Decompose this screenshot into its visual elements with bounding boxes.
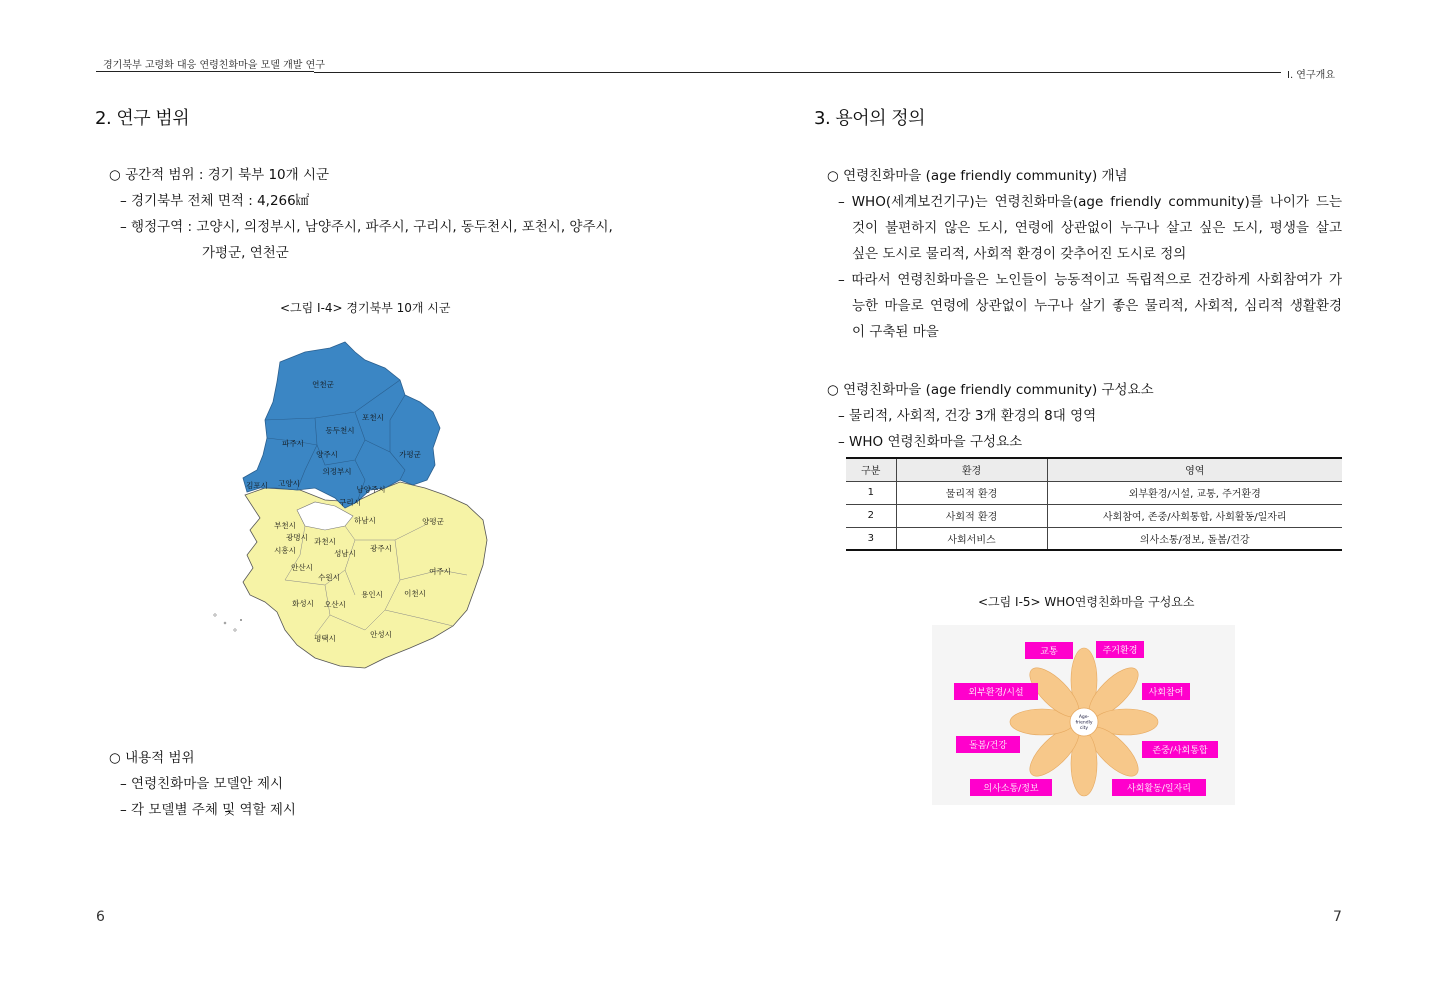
map-label-yangpyeong: 양평군 xyxy=(422,517,444,526)
map-label-ansan: 안산시 xyxy=(291,563,313,572)
table-cell: 2 xyxy=(846,504,896,527)
components-item-1: – 물리적, 사회적, 건강 3개 환경의 8대 영역 xyxy=(838,408,1097,424)
map-label-hwaseong: 화성시 xyxy=(292,599,314,608)
map-northern-region xyxy=(243,342,440,508)
running-header-chapter: Ⅰ. 연구개요 xyxy=(1287,70,1335,81)
map-label-hanam: 하남시 xyxy=(354,516,376,525)
page-number-right: 7 xyxy=(1333,909,1342,925)
center-text-3: city xyxy=(1079,726,1089,731)
components-item-2: – WHO 연령친화마을 구성요소 xyxy=(838,434,1023,450)
table-cell: 외부환경/시설, 교통, 주거환경 xyxy=(1047,481,1342,504)
map-label-namyangju: 남양주시 xyxy=(356,485,386,494)
table-cell: 사회서비스 xyxy=(896,527,1047,550)
map-label-yongin: 용인시 xyxy=(361,590,383,599)
concept-para2-line3: 이 구축된 마을 xyxy=(852,324,939,340)
section-title-definitions: 3. 용어의 정의 xyxy=(814,108,926,129)
table-header-cell: 환경 xyxy=(896,458,1047,481)
map-label-yangju: 양주시 xyxy=(316,450,338,459)
table-row xyxy=(846,527,1342,550)
table-cell: 물리적 환경 xyxy=(896,481,1047,504)
table-cell: 3 xyxy=(846,527,896,550)
table-cell: 사회참여, 존중/사회통합, 사회활동/일자리 xyxy=(1047,504,1342,527)
flower-petals xyxy=(1010,648,1158,796)
map-label-dongducheon: 동두천시 xyxy=(325,426,355,435)
tag-participation: 사회참여 xyxy=(1148,688,1184,698)
header-rule-thick xyxy=(96,71,314,72)
concept-para2-line2: 능한 마을로 연령에 상관없이 누구나 살기 좋은 물리적, 사회적, 심리적 생활환경 xyxy=(852,298,1342,314)
map-label-gapyeong: 가평군 xyxy=(399,450,421,459)
running-header-title: 경기북부 고령화 대응 연령친화마을 모델 개발 연구 xyxy=(103,60,325,71)
table-cell: 사회적 환경 xyxy=(896,504,1047,527)
map-label-paju: 파주시 xyxy=(282,439,304,448)
components-table xyxy=(846,457,1342,551)
table-row xyxy=(846,504,1342,527)
spatial-area-item: – 경기북부 전체 면적 : 4,266㎢ xyxy=(120,193,310,209)
table-cell: 1 xyxy=(846,481,896,504)
map-label-icheon: 이천시 xyxy=(404,589,426,598)
center-text-2: friendly xyxy=(1075,720,1093,726)
center-text-1: Age- xyxy=(1078,715,1090,720)
tag-transport: 교통 xyxy=(1040,647,1058,657)
map-label-yeoncheon: 연천군 xyxy=(312,380,334,389)
concept-para1-line3: 싶은 도시로 물리적, 사회적 환경이 갖추어진 도시로 정의 xyxy=(852,246,1187,262)
tag-health: 돌봄/건강 xyxy=(969,741,1007,751)
tag-communication: 의사소통/정보 xyxy=(983,784,1039,794)
map-label-seongnam: 성남시 xyxy=(334,549,356,558)
figure-caption-map: <그림 Ⅰ-4> 경기북부 10개 시군 xyxy=(280,301,451,315)
content-scope-item-1: – 연령친화마을 모델안 제시 xyxy=(120,776,284,792)
map-label-osan: 오산시 xyxy=(324,600,346,609)
admin-districts-continued: 가평군, 연천군 xyxy=(202,245,289,261)
map-label-bucheon: 부천시 xyxy=(274,521,296,530)
map-label-siheung: 시흥시 xyxy=(274,546,296,555)
content-scope-item-2: – 각 모델별 주체 및 역할 제시 xyxy=(120,802,296,818)
map-label-guri: 구리시 xyxy=(339,498,361,507)
age-friendly-city-diagram xyxy=(932,625,1235,805)
header-rule xyxy=(314,72,1281,73)
admin-districts-item: – 행정구역 : 고양시, 의정부시, 남양주시, 파주시, 구리시, 동두천시, 포천시, 양주시, xyxy=(120,219,613,235)
map-label-pyeongtaek: 평택시 xyxy=(314,634,336,643)
map-label-gwacheon: 과천시 xyxy=(314,537,336,546)
map-label-gwangmyeong: 광명시 xyxy=(286,533,308,542)
concept-para2-line1: – 따라서 연령친화마을은 노인들이 능동적이고 독립적으로 건강하게 사회참여가 가 xyxy=(838,272,1342,288)
tag-outdoor-spaces: 외부환경/시설 xyxy=(968,688,1024,698)
table-row xyxy=(846,481,1342,504)
page-number-left: 6 xyxy=(96,909,105,925)
table-header-cell: 구분 xyxy=(846,458,896,481)
table-header-row xyxy=(846,458,1342,481)
concept-para1-line1: – WHO(세계보건기구)는 연령친화마을(age friendly community)를 나이가 드는 xyxy=(838,194,1342,210)
components-heading: ○ 연령친화마을 (age friendly community) 구성요소 xyxy=(827,382,1154,398)
gyeonggi-map xyxy=(205,340,495,672)
table-header-cell: 영역 xyxy=(1047,458,1342,481)
map-label-uijeongbu: 의정부시 xyxy=(322,467,352,476)
map-label-pocheon: 포천시 xyxy=(362,413,384,422)
table-cell: 의사소통/정보, 돌봄/건강 xyxy=(1047,527,1342,550)
map-label-goyang: 고양시 xyxy=(278,479,300,488)
map-label-gwangju: 광주시 xyxy=(370,544,392,553)
tag-housing: 주거환경 xyxy=(1102,646,1138,656)
content-scope-heading: ○ 내용적 범위 xyxy=(109,750,195,766)
map-label-suwon: 수원시 xyxy=(318,573,340,582)
figure-caption-diagram: <그림 Ⅰ-5> WHO연령친화마을 구성요소 xyxy=(978,595,1195,609)
concept-para1-line2: 것이 불편하지 않은 도시, 연령에 상관없이 누구나 살고 싶은 도시, 평생을 살고 xyxy=(852,220,1342,236)
concept-heading: ○ 연령친화마을 (age friendly community) 개념 xyxy=(827,168,1128,184)
section-title-research-scope: 2. 연구 범위 xyxy=(95,108,190,129)
tag-respect: 존중/사회통합 xyxy=(1152,746,1208,756)
map-label-anseong: 안성시 xyxy=(370,630,392,639)
tag-employment: 사회활동/일자리 xyxy=(1127,784,1191,794)
map-label-yeoju: 여주시 xyxy=(429,567,451,576)
map-label-gimpo: 김포시 xyxy=(246,481,268,490)
spatial-scope-heading: ○ 공간적 범위 : 경기 북부 10개 시군 xyxy=(109,167,330,183)
